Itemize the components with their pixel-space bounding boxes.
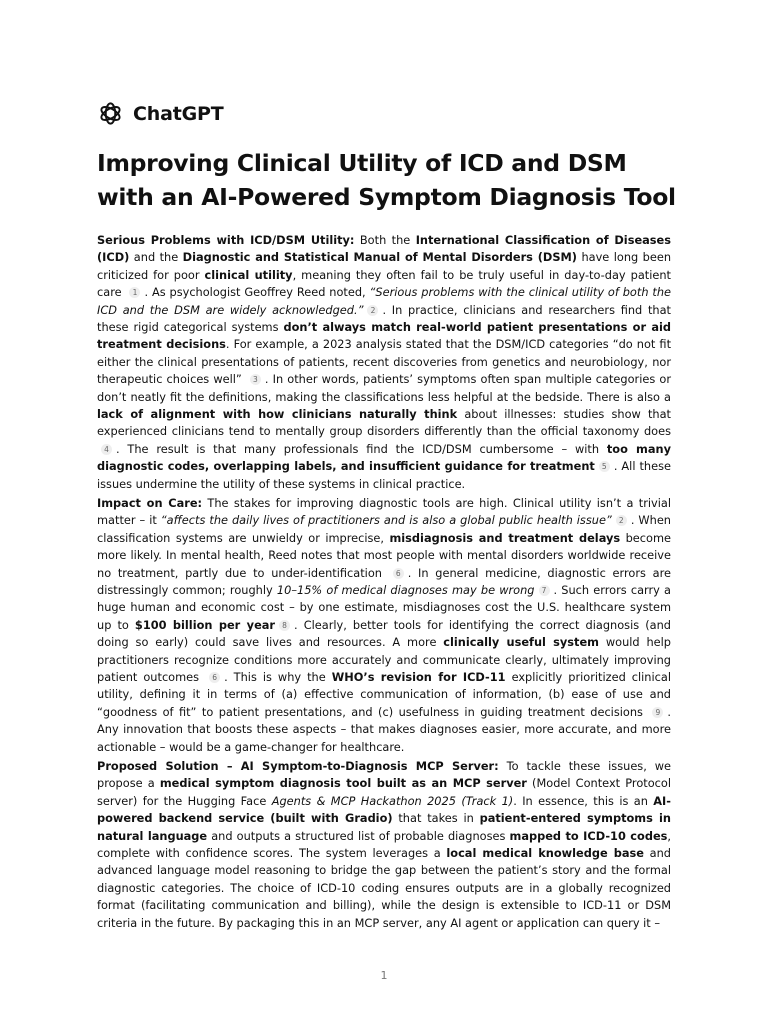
bold-text: International Classification of Diseases (ICD) [97,233,671,265]
body-text: (Model Context Protocol server) for the Hugging Face [97,776,671,808]
citation-marker[interactable]: 2 [367,305,378,316]
body-text: . The result is that many professionals find the ICD/DSM cumbersome – with [116,441,607,456]
body-text: . Clearly, better tools for identifying the correct diagnosis (and doing so early) could save lives and resources. A more [97,617,671,650]
body-text: . Any innovation that boosts these aspects – that makes diagnoses easier, more accurate, and more actionable – would be a game-changer for healthcare. [97,704,671,754]
bold-text: mapped to ICD-10 codes [509,828,668,843]
bold-text: local medical knowledge base [446,846,644,861]
body-text: . Such errors carry a huge human and economic cost – by one estimate, misdiagnoses cost the U.S. healthcare system up to [97,583,671,632]
body-text: . This is why the [224,670,332,685]
citation-marker[interactable]: 4 [101,444,112,455]
body-text: . In essence, this is an [513,793,654,808]
bold-text: AI-powered backend service (built with Gradio) [97,793,671,826]
body-text: To tackle these issues, we propose a [97,759,671,791]
bold-text: too many diagnostic codes, overlapping labels, and insufficient guidance for treatment [97,441,672,474]
citation-marker[interactable]: 6 [393,568,404,579]
brand-logo [97,100,223,127]
body-text: . In general medicine, diagnostic errors are distressingly common; roughly [97,565,671,598]
bold-text: $100 billion per year [134,617,276,632]
bold-text: medical symptom diagnosis tool built as an MCP server [159,776,527,791]
citation-marker[interactable]: 1 [129,287,140,298]
body-text: . As psychologist Geoffrey Reed noted, [144,285,370,300]
section-proposed-solution [97,758,671,932]
body-text: would help practitioners recognize conditions more accurately and communicate clearly, ultimately improving patient outcomes [97,635,671,685]
body-text: . In other words, patients’ symptoms often span multiple categories or don’t neatly fit the definitions, making the classifications less helpful at the bedside. There is also a [97,372,671,404]
body-text: and advanced language model reasoning to bridge the gap between the patient’s story and the formal diagnostic categories. The choice of ICD-10 coding ensures outputs are in a globally recognized format (facilitating communication and billing), while the design is extensible to ICD-11 or DSM criteria in the future. By packaging this in an MCP server, any AI agent or application can query it – [97,846,671,930]
body-text: have long been criticized for poor [97,250,672,282]
page-number: 1 [380,969,388,982]
italic-text: 10–15% of medical diagnoses may be wrong [276,583,535,598]
citation-marker[interactable]: 8 [279,620,290,631]
bold-text: misdiagnosis and treatment delays [389,530,621,545]
body-text: , complete with confidence scores. The system leverages a [97,828,671,861]
section-impact-on-care [97,495,671,756]
citation-marker[interactable]: 2 [616,515,627,526]
section-heading: Proposed Solution – AI Symptom-to-Diagnosis MCP Server: [97,759,499,773]
section-serious-problems [97,232,671,493]
citation-marker[interactable]: 7 [539,585,550,596]
section-heading: Serious Problems with ICD/DSM Utility: [97,233,355,247]
bold-text: lack of alignment with how clinicians naturally think [97,407,458,422]
body-text: . For example, a 2023 analysis stated that the DSM/ICD categories “do not fit either the clinical presentations of patients, recent discoveries from genetics and neurobiology, nor therapeutic choices well” [97,337,672,387]
document-title: Improving Clinical Utility of ICD and DSM with an AI-Powered Symptom Diagnosis Tool [97,149,676,211]
brand-name: ChatGPT [133,102,224,125]
body-text: . All these issues undermine the utility of these systems in clinical practice. [97,459,671,491]
body-text: explicitly prioritized clinical utility, defining it in terms of (a) effective communication of information, (b) ease of use and “goodness of fit” to patient presentations, and (c) usefulness in guiding treatment decisions [97,670,671,719]
body-text: that takes in [392,811,480,826]
body-text: Both the [354,233,416,247]
body-text: . When classification systems are unwieldy or imprecise, [97,513,671,545]
body-text: and outputs a structured list of probable diagnoses [207,828,510,843]
bold-text: clinically useful system [443,635,599,650]
body-text: about illnesses: studies show that experienced clinicians tend to mentally group disorders differently than the official taxonomy does [97,407,671,439]
bold-text: WHO’s revision for ICD-11 [331,670,506,685]
citation-marker[interactable]: 9 [652,707,663,718]
bold-text: Diagnostic and Statistical Manual of Mental Disorders (DSM) [182,250,577,265]
body-text: , meaning they often fail to be truly useful in day-to-day patient care [97,267,671,300]
italic-text: Agents & MCP Hackathon 2025 (Track 1) [271,793,514,808]
bold-text: don’t always match real-world patient presentations or aid treatment decisions [97,320,671,352]
citation-marker[interactable]: 5 [599,461,610,472]
bold-text: patient-entered symptoms in natural language [97,811,671,843]
citation-marker[interactable]: 6 [209,672,220,683]
body-text: become more likely. In mental health, Reed notes that most people with mental disorders worldwide receive no treatment, partly due to under-identification [97,530,671,580]
italic-text: “affects the daily lives of practitioners and is also a global public health issue” [160,513,612,528]
body-text: and the [129,250,183,265]
citation-marker[interactable]: 3 [250,374,261,385]
italic-text: “Serious problems with the clinical utility of both the ICD and the DSM are widely acknowledged.” [97,285,671,317]
bold-text: clinical utility [204,267,293,282]
openai-logo-icon [97,100,124,127]
section-heading: Impact on Care: [97,496,203,510]
body-text: The stakes for improving diagnostic tools are high. Clinical utility isn’t a trivial matter – it [97,496,671,528]
body-text: . In practice, clinicians and researchers find that these rigid categorical systems [97,302,671,335]
